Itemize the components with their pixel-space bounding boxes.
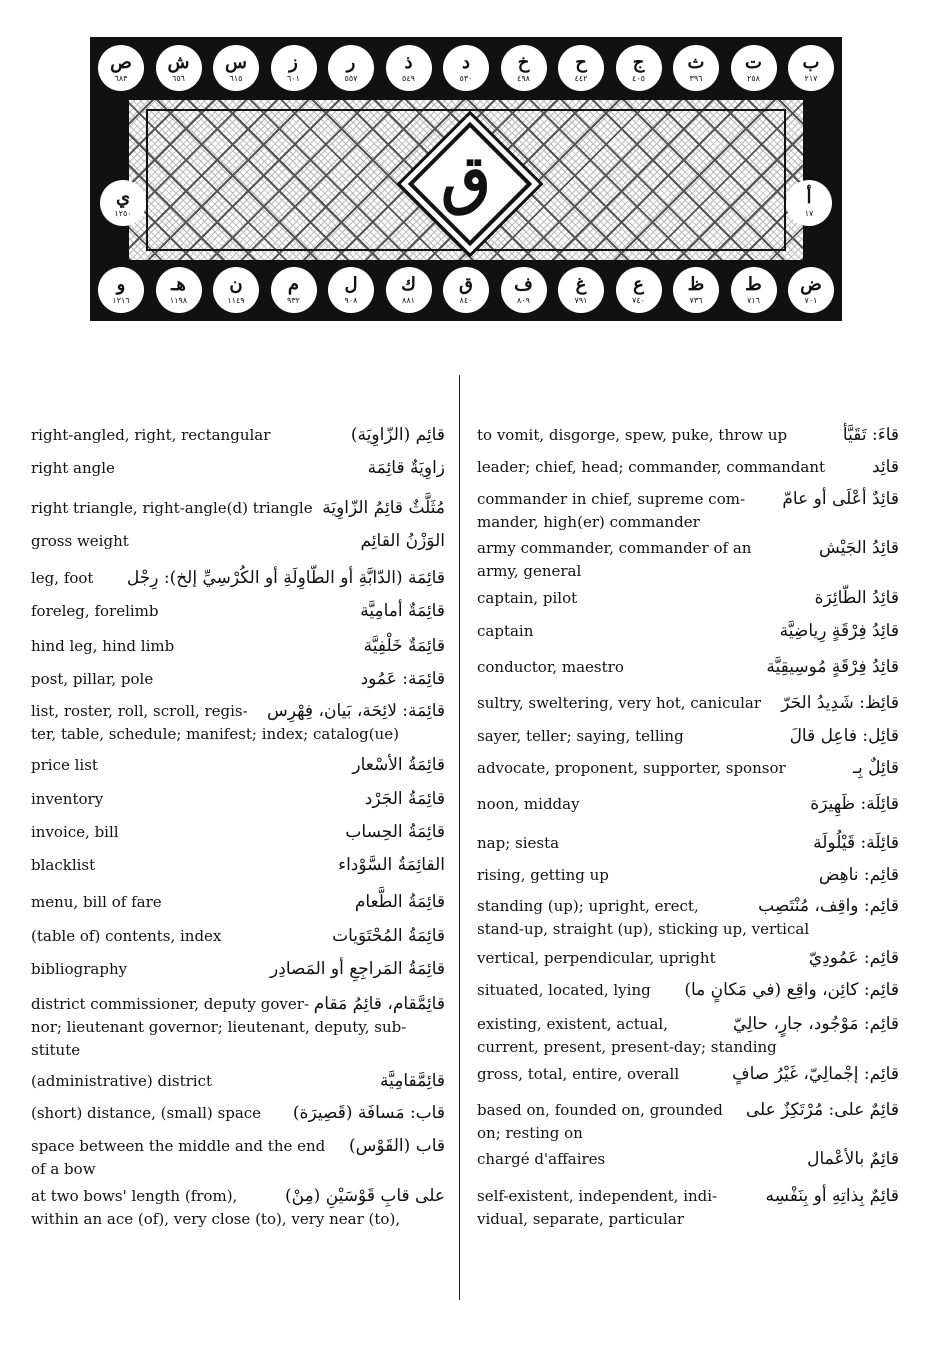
dictionary-entry <box>477 692 899 715</box>
page-number: ١٢١٦ <box>112 295 130 305</box>
letter-circle[interactable] <box>616 45 662 91</box>
page-number: ٩٠٨ <box>344 295 358 305</box>
bottom-letter-row <box>98 263 834 317</box>
entry-english: sayer, teller; saying, telling <box>477 727 684 745</box>
letter-char: ش <box>167 51 190 73</box>
letter-char: د <box>461 51 470 73</box>
entry-english-continued: current, present, present-day; standing <box>477 1038 777 1056</box>
letter-circle[interactable] <box>213 267 259 313</box>
dictionary-entry <box>31 1102 445 1125</box>
letter-char: ك <box>401 273 416 295</box>
letter-circle[interactable] <box>443 267 489 313</box>
dictionary-entry <box>477 1013 899 1056</box>
current-letter-diamond <box>408 122 524 238</box>
dictionary-entry <box>31 925 445 948</box>
entry-english: list, roster, roll, scroll, regis- <box>31 702 248 720</box>
dictionary-entry <box>31 700 445 743</box>
entry-arabic: قائِدُ فِرْقَةٍ رِياضِيَّة <box>779 621 899 641</box>
letter-circle[interactable] <box>386 45 432 91</box>
dictionary-entry <box>477 656 899 679</box>
current-letter: ق <box>441 142 491 217</box>
page-number: ٦١٥ <box>229 73 243 83</box>
dictionary-entry <box>477 895 899 938</box>
dictionary-entry <box>31 457 445 480</box>
letter-circle[interactable] <box>328 45 374 91</box>
page-number: ٢١٧ <box>804 73 818 83</box>
entry-arabic: قائِد <box>872 457 899 477</box>
entry-english: gross, total, entire, overall <box>477 1065 680 1083</box>
page-number: ٧٤٠ <box>632 295 645 305</box>
entry-english-continued: of a bow <box>31 1160 96 1178</box>
entry-english: army commander, commander of an <box>477 539 752 557</box>
page-number: ٥٣٠ <box>459 73 473 83</box>
letter-char: ع <box>633 273 644 295</box>
letter-char: خ <box>517 51 530 73</box>
entry-english-continued: stand-up, straight (up), sticking up, vertical <box>477 920 810 938</box>
entry-arabic: قائِظ: شَدِيدُ الحَرّ <box>781 693 899 713</box>
letter-char: ز <box>289 51 298 73</box>
entry-arabic: الوَزْنُ القائِم <box>360 531 445 551</box>
letter-circle[interactable] <box>98 45 144 91</box>
entry-english: existing, existent, actual, <box>477 1015 668 1033</box>
entry-english: self-existent, independent, indi- <box>477 1187 718 1205</box>
letter-circle[interactable] <box>673 45 719 91</box>
dictionary-entry <box>31 993 445 1059</box>
dictionary-entry <box>31 668 445 691</box>
entry-arabic: قائِم: إجْمالِيّ، غَيْرُ صافٍ <box>731 1064 899 1084</box>
entry-arabic: قائِمَةٌ أمامِيَّة <box>360 601 445 621</box>
dictionary-entry <box>31 600 445 623</box>
entry-arabic: قائِمَةٌ خَلْفِيَّة <box>363 636 445 656</box>
entry-english: advocate, proponent, supporter, sponsor <box>477 759 786 777</box>
entry-english: situated, located, lying <box>477 981 651 999</box>
page-number: ٢٥٨ <box>747 73 760 83</box>
entry-arabic: قاب (القَوْس) <box>348 1136 445 1156</box>
entry-arabic: قائِم: عَمُودِيّ <box>808 948 899 968</box>
letter-circle[interactable] <box>271 267 317 313</box>
entry-english-continued: mander, high(er) commander <box>477 513 700 531</box>
letter-char: ص <box>110 51 132 73</box>
page-number: ٨٨١ <box>402 295 415 305</box>
entry-english: menu, bill of fare <box>31 893 162 911</box>
entry-english: nap; siesta <box>477 834 560 852</box>
letter-char: غ <box>575 273 587 295</box>
entry-english: captain, pilot <box>477 589 578 607</box>
entry-arabic: قائِمَةُ الجَرْد <box>364 789 445 809</box>
dictionary-entry <box>31 1185 445 1228</box>
page-number: ١١٩٨ <box>169 295 188 305</box>
page-number: ٩٣٢ <box>287 295 300 305</box>
letter-char: ذ <box>404 51 413 73</box>
entry-arabic: قائِمَةُ الأسْعار <box>352 755 445 775</box>
entry-arabic: قائِلَة: ظَهِيرَة <box>810 794 899 814</box>
entry-english: price list <box>31 756 98 774</box>
dictionary-entry <box>477 725 899 748</box>
entry-arabic: قائِمَةُ المُحْتَوَيات <box>332 926 445 946</box>
letter-circle-left[interactable] <box>100 180 146 226</box>
entry-english: space between the middle and the end <box>31 1137 326 1155</box>
entry-english: right triangle, right-angle(d) triangle <box>31 499 313 517</box>
entry-arabic: قائِدٌ أعْلَى أو عامّ <box>782 489 899 509</box>
page-number: ٤٤٢ <box>574 73 588 83</box>
entry-arabic: قائِلَة: قَيْلُولَة <box>813 833 899 853</box>
entry-english: noon, midday <box>477 795 580 813</box>
letter-char: ث <box>687 51 705 73</box>
letter-char: ر <box>346 51 356 73</box>
entry-arabic: قائِم: واقِف، مُنْتَصِب <box>758 896 899 916</box>
entry-arabic: قائِم: مَوْجُود، جارٍ، حالِيّ <box>733 1014 899 1034</box>
letter-char: ب <box>802 51 820 73</box>
letter-circle[interactable] <box>731 45 777 91</box>
entry-english-continued: vidual, separate, particular <box>477 1210 684 1228</box>
dictionary-entry <box>31 635 445 658</box>
letter-char: ل <box>344 273 358 295</box>
letter-circle[interactable] <box>501 45 547 91</box>
page-number: ٤٩٨ <box>517 73 530 83</box>
entry-arabic: مُثَلَّثٌ قائِمُ الزّاوِيَة <box>322 498 445 518</box>
letter-circle[interactable] <box>558 267 604 313</box>
page-number: ٦٥٦ <box>172 73 185 83</box>
entry-english: invoice, bill <box>31 823 119 841</box>
entry-arabic: قائِم (الزّاوِيَة) <box>350 425 445 445</box>
entry-arabic: قائِمَة: لائِحَة، بَيان، فِهْرِس <box>266 701 445 721</box>
entry-english: gross weight <box>31 532 129 550</box>
page-number: ٨٤٠ <box>459 295 473 305</box>
dictionary-entry <box>477 947 899 970</box>
letter-char: ف <box>514 273 533 295</box>
dictionary-entry <box>477 488 899 531</box>
letter-char: ض <box>800 273 822 295</box>
dictionary-entry <box>31 821 445 844</box>
dictionary-entry <box>477 620 899 643</box>
dictionary-entry <box>477 979 899 1002</box>
top-letter-row <box>98 41 834 95</box>
letter-circle[interactable] <box>788 45 834 91</box>
entry-english-continued: stitute <box>31 1041 81 1059</box>
entry-arabic: قائِل: فاعِل قالَ <box>789 726 899 746</box>
entry-english: foreleg, forelimb <box>31 602 159 620</box>
entry-english: (administrative) district <box>31 1072 213 1090</box>
letter-char: م <box>287 273 300 295</box>
entry-english: vertical, perpendicular, upright <box>477 949 716 967</box>
letter-char: ق <box>459 273 473 295</box>
letter-circle[interactable] <box>788 267 834 313</box>
letter-circle-right[interactable] <box>786 180 832 226</box>
entry-arabic: قائِدُ الجَيْش <box>818 538 899 558</box>
letter-circle[interactable] <box>328 267 374 313</box>
dictionary-entry <box>477 456 899 479</box>
dictionary-entry <box>477 587 899 610</box>
entry-english: to vomit, disgorge, spew, puke, throw up <box>477 426 788 444</box>
entry-english: rising, getting up <box>477 866 609 884</box>
entry-english: based on, founded on, grounded <box>477 1101 723 1119</box>
entry-arabic: قائِمٌ بِذاتِهِ أو بِنَفْسِه <box>765 1186 899 1206</box>
letter-circle[interactable] <box>673 267 719 313</box>
alphabet-banner <box>90 37 842 321</box>
entry-english: chargé d'affaires <box>477 1150 606 1168</box>
entry-english: leg, foot <box>31 569 94 587</box>
entry-english: district commissioner, deputy gover- <box>31 995 310 1013</box>
entry-english: bibliography <box>31 960 128 978</box>
letter-char: و <box>116 273 126 295</box>
letter-char: ج <box>632 51 645 73</box>
entry-english: commander in chief, supreme com- <box>477 490 746 508</box>
page-number: ٥٥٧ <box>344 73 358 83</box>
entry-english-continued: ter, table, schedule; manifest; index; catalog(ue) <box>31 725 399 743</box>
entry-english-continued: on; resting on <box>477 1124 583 1142</box>
entry-arabic: قائِمَةُ الطَّعام <box>354 892 445 912</box>
letter-circle[interactable] <box>443 45 489 91</box>
page-number: ٤٠٥ <box>632 73 645 83</box>
letter-circle[interactable] <box>616 267 662 313</box>
dictionary-entry <box>477 1099 899 1142</box>
dictionary-entry <box>477 1185 899 1228</box>
entry-arabic: قائِم: ناهِض <box>818 865 899 885</box>
dictionary-entry <box>477 832 899 855</box>
letter-circle[interactable] <box>271 45 317 91</box>
page-number: ١٧ <box>804 208 814 218</box>
entry-arabic: قائِم: كائِن، واقِع (في مَكانٍ ما) <box>684 980 899 1000</box>
entry-english: post, pillar, pole <box>31 670 154 688</box>
letter-circle[interactable] <box>501 267 547 313</box>
dictionary-entry <box>31 530 445 553</box>
letter-char: ي <box>115 186 131 208</box>
letter-circle[interactable] <box>386 267 432 313</box>
entry-arabic: قائِمٌ بالأعْمال <box>807 1149 899 1169</box>
entry-english: sultry, sweltering, very hot, canicular <box>477 694 762 712</box>
page-number: ٧٣٦ <box>689 295 703 305</box>
page-number: ١٢٥٠ <box>114 208 132 218</box>
entry-english: inventory <box>31 790 104 808</box>
dictionary-entry <box>31 497 445 520</box>
page-number: ٧١٦ <box>747 295 760 305</box>
dictionary-entry <box>31 754 445 777</box>
dictionary-entry <box>477 757 899 780</box>
entry-arabic: قائِمَّقام، قائِمُ مَقام <box>313 994 445 1014</box>
dictionary-entry <box>31 1135 445 1178</box>
dictionary-entry <box>31 958 445 981</box>
entry-english: right-angled, right, rectangular <box>31 426 271 444</box>
letter-circle[interactable] <box>156 267 202 313</box>
entry-arabic: قاب: مَسافَة (قَصِيرَة) <box>292 1103 445 1123</box>
dictionary-entry <box>31 788 445 811</box>
entry-english: conductor, maestro <box>477 658 624 676</box>
entry-english: captain <box>477 622 534 640</box>
entry-arabic: قائِمٌ على: مُرْتَكِزٌ على <box>745 1100 899 1120</box>
dictionary-entry <box>31 854 445 877</box>
letter-char: س <box>225 51 247 73</box>
entry-arabic: قائِمَة: عَمُود <box>360 669 445 689</box>
dictionary-entry <box>477 793 899 816</box>
letter-char: ن <box>229 273 243 295</box>
page-number: ٦٨٣ <box>114 73 128 83</box>
page-number: ١١٤٩ <box>227 295 245 305</box>
entry-english: right angle <box>31 459 115 477</box>
column-divider <box>459 375 460 1300</box>
dictionary-entry <box>477 424 899 447</box>
entry-arabic: قائِلٌ بِـ <box>852 758 899 778</box>
entry-arabic: قاءَ: تَقَيَّأ <box>842 425 899 445</box>
letter-circle[interactable] <box>558 45 604 91</box>
entry-english: (short) distance, (small) space <box>31 1104 262 1122</box>
entry-english-continued: within an ace (of), very close (to), very near (to), <box>31 1210 401 1228</box>
page-number: ٧٩١ <box>574 295 588 305</box>
entry-english: standing (up); upright, erect, <box>477 897 699 915</box>
entry-english-continued: nor; lieutenant governor; lieutenant, deputy, sub- <box>31 1018 407 1036</box>
letter-char: ت <box>745 51 762 73</box>
entry-english: leader; chief, head; commander, commandant <box>477 458 826 476</box>
letter-circle[interactable] <box>213 45 259 91</box>
page-number: ٧٠١ <box>804 295 818 305</box>
page-number: ٨٠٩ <box>517 295 530 305</box>
page-number: ٥٤٩ <box>402 73 415 83</box>
entry-arabic: زاوِيَةٌ قائِمَة <box>367 458 445 478</box>
page-number: ٦٠١ <box>287 73 300 83</box>
entry-arabic: على قابِ قَوْسَيْنِ (مِنْ) <box>285 1186 445 1206</box>
letter-char: أ <box>806 186 812 208</box>
letter-circle[interactable] <box>156 45 202 91</box>
dictionary-entry <box>477 864 899 887</box>
entry-arabic: القائِمَةُ السَّوْداء <box>338 855 445 875</box>
entry-arabic: قائِدُ الطّائِرَة <box>814 588 899 608</box>
letter-char: هـ <box>171 273 186 295</box>
entry-arabic: قائِمَةُ المَراجِعِ أو المَصادِر <box>270 959 445 979</box>
entry-english: (table of) contents, index <box>31 927 222 945</box>
entry-arabic: قائِمَةُ الحِساب <box>345 822 445 842</box>
entry-english: hind leg, hind limb <box>31 637 175 655</box>
dictionary-entry <box>477 1063 899 1086</box>
entry-english: at two bows' length (from), <box>31 1187 238 1205</box>
letter-circle[interactable] <box>731 267 777 313</box>
entry-arabic: قائِدُ فِرْقَةٍ مُوسِيقِيَّة <box>766 657 899 677</box>
page-number: ٣٩٦ <box>689 73 703 83</box>
dictionary-entry <box>477 537 899 580</box>
letter-circle[interactable] <box>98 267 144 313</box>
letter-char: ط <box>745 273 762 295</box>
dictionary-entry <box>31 1070 445 1093</box>
entry-arabic: قائِمَة (الدّابَّةِ أو الطّاوِلَةِ أو الكُرْسِيِّ إلخ): رِجْل <box>126 568 445 588</box>
dictionary-entry <box>477 1148 899 1171</box>
entry-english: blacklist <box>31 856 96 874</box>
entry-arabic: قائِمَّقامِيَّة <box>380 1071 445 1091</box>
dictionary-entry <box>31 424 445 447</box>
letter-char: ح <box>575 51 587 73</box>
dictionary-entry <box>31 891 445 914</box>
dictionary-entry <box>31 567 445 590</box>
entry-english-continued: army, general <box>477 562 582 580</box>
letter-char: ظ <box>687 273 705 295</box>
